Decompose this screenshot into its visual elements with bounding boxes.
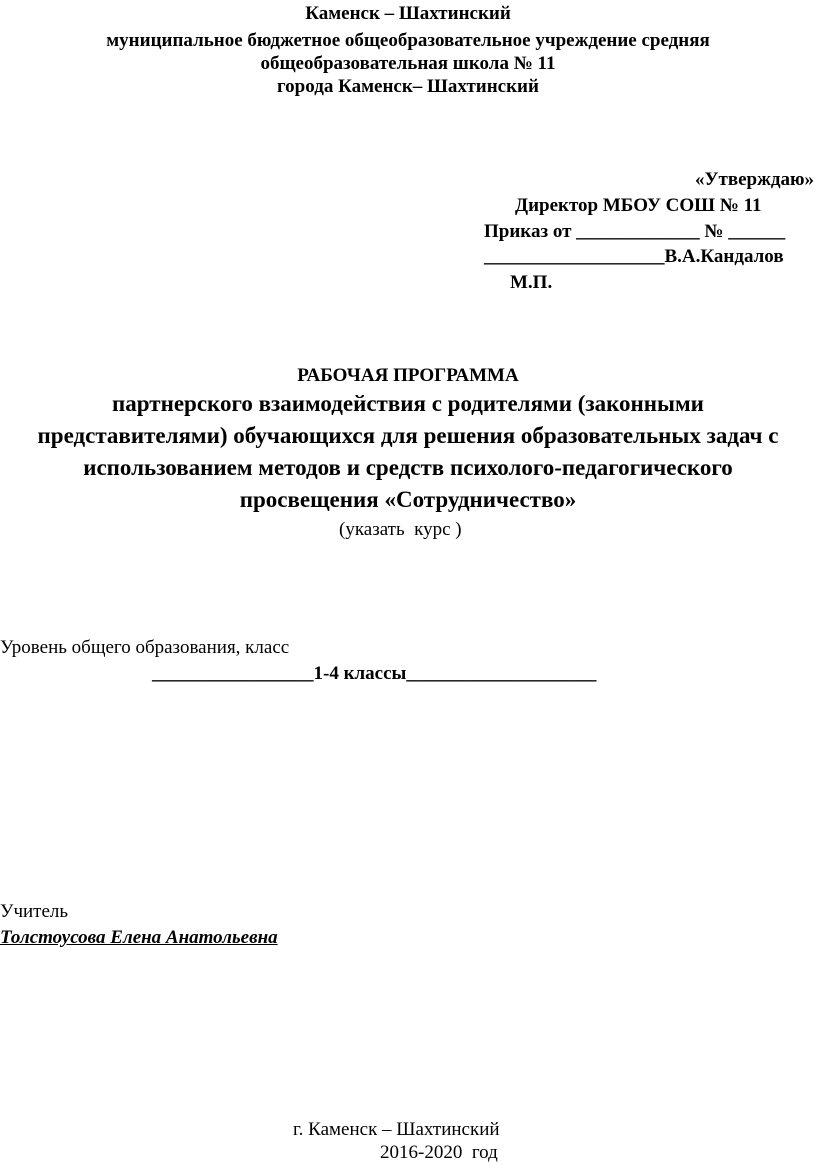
approval-director: Директор МБОУ СОШ № 11 [515, 195, 762, 216]
program-subtitle-line-4: просвещения «Сотрудничество» [239, 487, 577, 512]
approval-stamp: «Утверждаю» [695, 169, 814, 190]
program-subtitle-line-2: представителями) обучающихся для решения образовательных задач с [37, 423, 779, 448]
program-title: РАБОЧАЯ ПРОГРАММА [297, 365, 519, 386]
education-level-label: Уровень общего образования, класс [0, 637, 290, 658]
approval-signature: ___________________В.А.Кандалов [484, 246, 784, 267]
program-course-note: (указать курс ) [339, 519, 462, 540]
teacher-label: Учитель [0, 901, 69, 922]
footer-city: г. Каменск – Шахтинский [293, 1119, 500, 1140]
approval-order: Приказ от _____________ № ______ [484, 221, 786, 242]
teacher-name: Толстоусова Елена Анатольевна [0, 927, 278, 948]
footer-years: 2016-2020 год [380, 1142, 498, 1163]
program-subtitle-line-1: партнерского взаимодействия с родителями (законными [112, 391, 704, 416]
header-school-name-line: общеобразовательная школа № 11 [260, 53, 556, 74]
header-city-name-line: города Каменск– Шахтинский [277, 76, 539, 97]
approval-seal: М.П. [510, 272, 553, 293]
education-level-value: _________________1-4 классы____________________ [152, 663, 597, 684]
header-school-type-line: муниципальное бюджетное общеобразовательное учреждение средняя [106, 30, 710, 51]
header-city-line: Каменск – Шахтинский [305, 3, 511, 24]
program-subtitle-line-3: использованием методов и средств психолого-педагогического [83, 455, 733, 480]
